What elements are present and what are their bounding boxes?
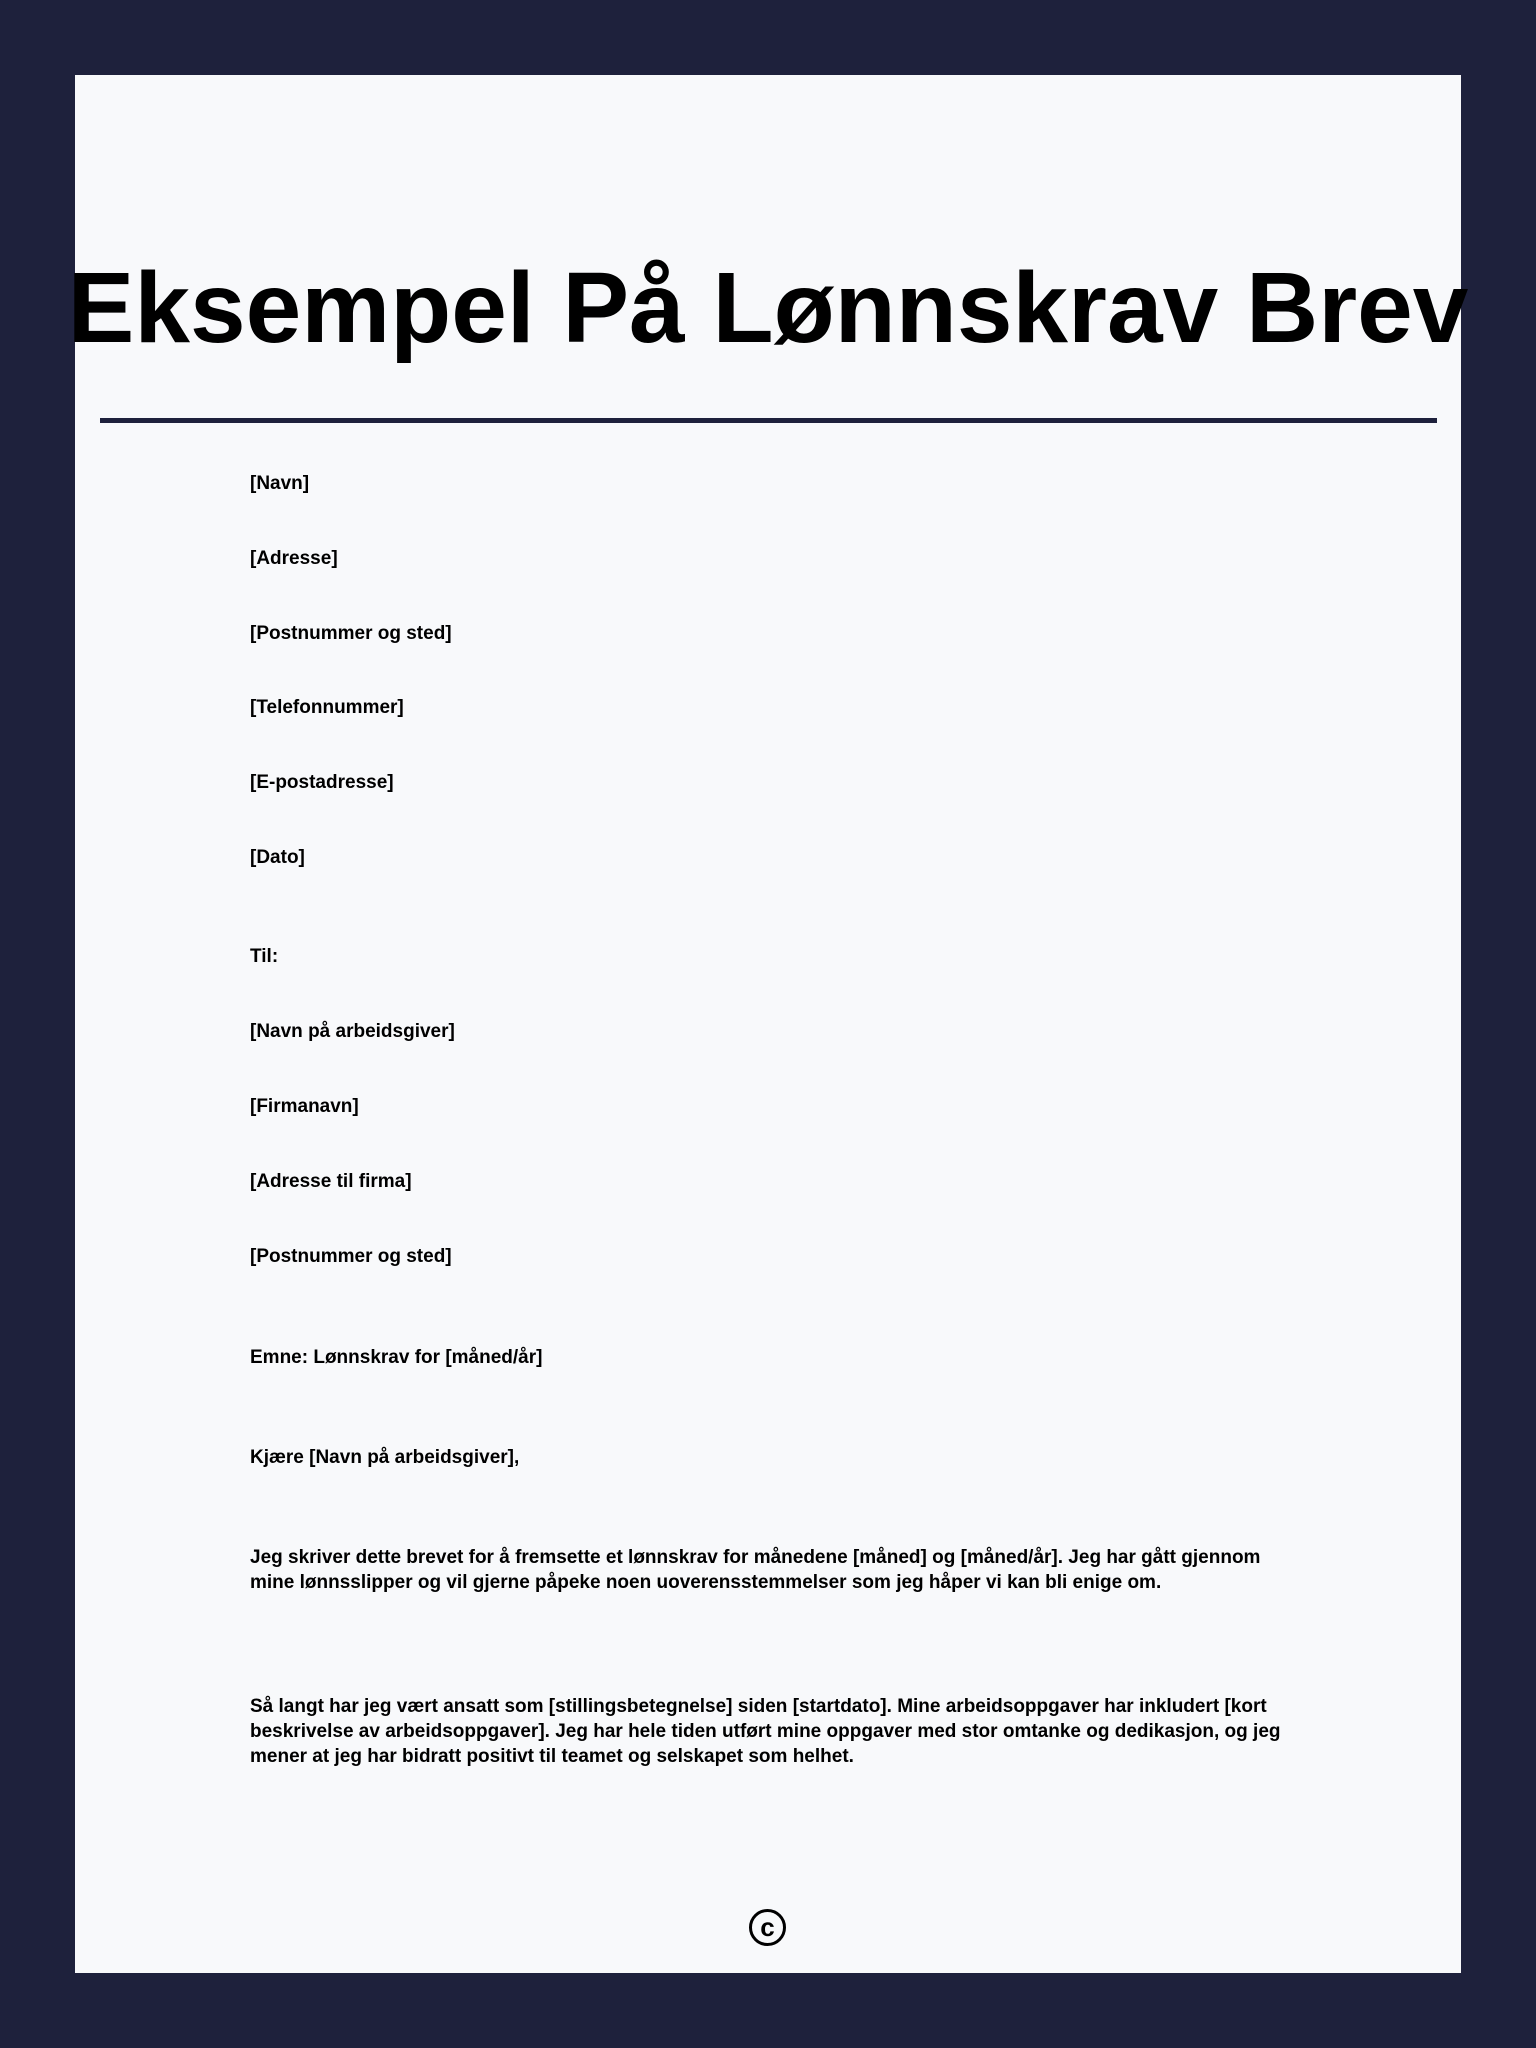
letter-date: [Dato] [250,847,305,868]
recipient-employer-name: [Navn på arbeidsgiver] [250,1021,455,1042]
sender-name: [Navn] [250,473,310,494]
letter-salutation: Kjære [Navn på arbeidsgiver], [250,1447,520,1468]
recipient-company: [Firmanavn] [250,1096,359,1117]
copyright-icon [749,1909,786,1946]
title-divider [100,418,1437,423]
letter-subject: Emne: Lønnskrav for [måned/år] [250,1347,543,1368]
sender-postal: [Postnummer og sted] [250,623,452,644]
recipient-company-address: [Adresse til firma] [250,1171,412,1192]
body-paragraph-2: Så langt har jeg vært ansatt som [stillingsbetegnelse] siden [startdato]. Mine arbeidsoppgaver har inkludert [kort beskrivelse av arbeidsoppgaver]. Jeg har hele tiden utført mine oppgaver med stor omtanke og dedikasjon, og jeg mener at jeg har bidratt positivt til teamet og selskapet som helhet. [250,1696,1281,1767]
body-paragraph-1: Jeg skriver dette brevet for å fremsette et lønnskrav for månedene [måned] og [måned/år]. Jeg har gått gjennom mine lønnsslipper og vil gjerne påpeke noen uoverensstemmelser som jeg håper vi kan bli enige om. [250,1547,1261,1593]
copyright-letter: c [760,1911,775,1942]
sender-phone: [Telefonnummer] [250,697,404,718]
letter-page [67,75,1469,1973]
sender-address: [Adresse] [250,548,338,569]
page-title: Eksempel På Lønnskrav Brev [67,252,1469,364]
sender-email: [E-postadresse] [250,772,394,793]
recipient-label: Til: [250,946,279,967]
recipient-postal: [Postnummer og sted] [250,1246,452,1267]
